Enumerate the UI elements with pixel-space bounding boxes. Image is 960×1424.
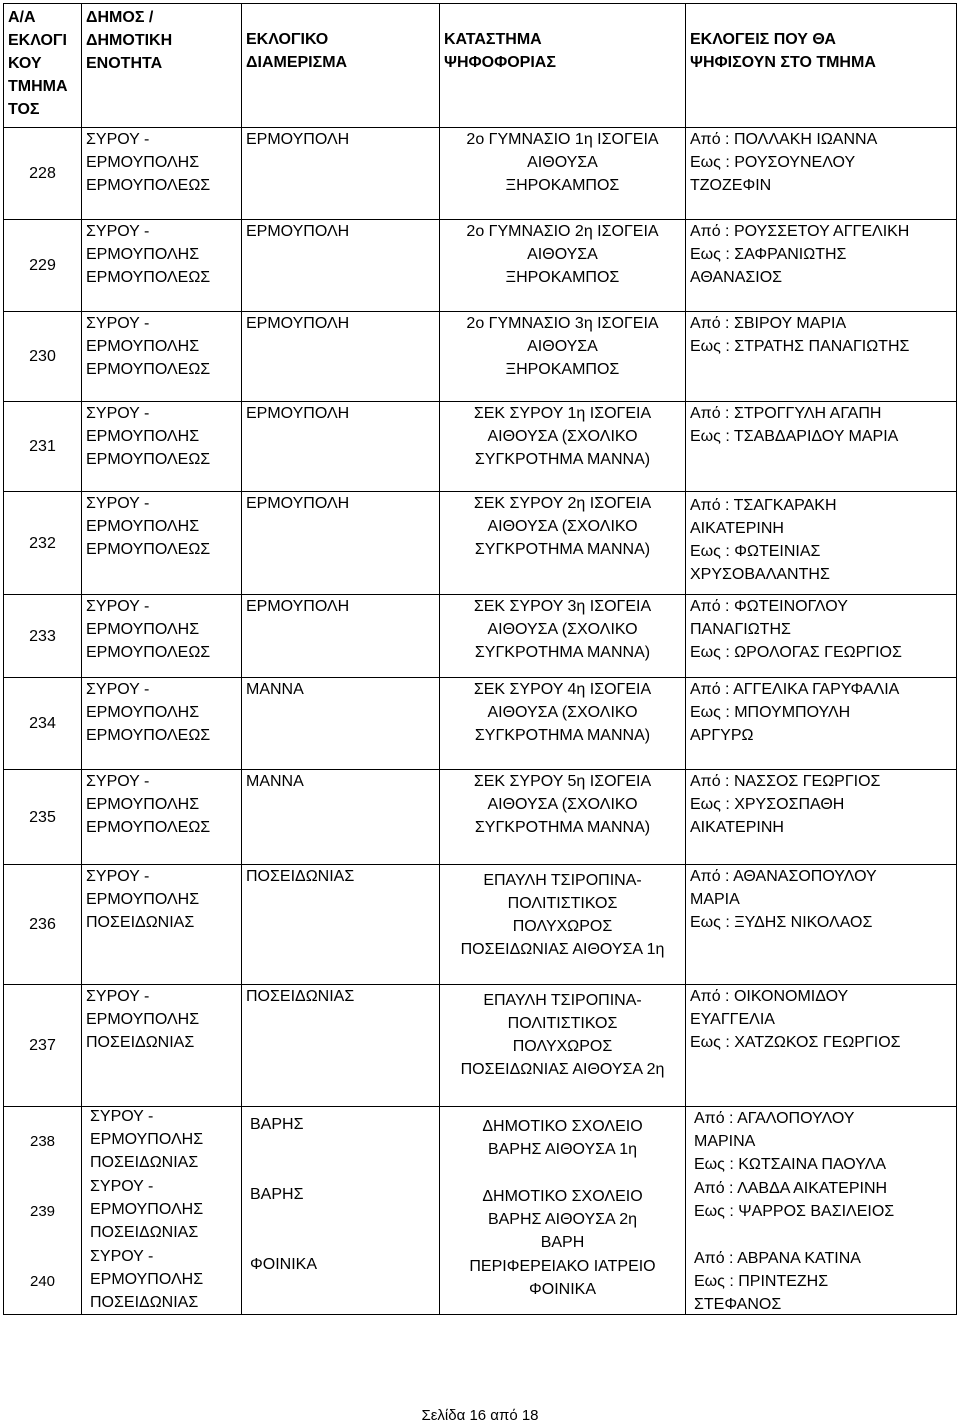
voters-range-cell: Από : ΑΘΑΝΑΣΟΠΟΥΛΟΥ ΜΑΡΙΑ Εως : ΞΥΔΗΣ ΝΙΚΟΛΑΟΣ [686,865,957,985]
section-number-cell: 230 [4,312,82,402]
section-number-cell: 233 [4,595,82,678]
header-municipality: ΔΗΜΟΣ / ΔΗΜΟΤΙΚΗ ΕΝΟΤΗΤΑ [82,4,242,128]
voters-range-cell: Από : ΡΟΥΣΣΕΤΟΥ ΑΓΓΕΛΙΚΗ Εως : ΣΑΦΡΑΝΙΩΤΗΣ ΑΘΑΝΑΣΙΟΣ [686,220,957,312]
polling-station-cell: ΔΗΜΟΤΙΚΟ ΣΧΟΛΕΙΟ ΒΑΡΗΣ ΑΙΘΟΥΣΑ 2η ΒΑΡΗ [482,1188,643,1251]
voters-range-cell: Από : ΣΒΙΡΟΥ ΜΑΡΙΑ Εως : ΣΤΡΑΤΗΣ ΠΑΝΑΓΙΩΤΗΣ [686,312,957,402]
table-row [4,865,957,985]
section-number-cell: 235 [4,770,82,865]
section-number-cell: 228 [4,128,82,220]
district-cell: ΜΑΝΝΑ [242,770,440,865]
section-number-cell: 229 [4,220,82,312]
header-voters: ΕΚΛΟΓΕΙΣ ΠΟΥ ΘΑ ΨΗΦΙΣΟΥΝ ΣΤΟ ΤΜΗΜΑ [686,4,957,128]
municipality-cell: ΣΥΡΟΥ - ΕΡΜΟΥΠΟΛΗΣ ΠΟΣΕΙΔΩΝΙΑΣ [90,1108,204,1171]
polling-station-cell: 2ο ΓΥΜΝΑΣΙΟ 1η ΙΣΟΓΕΙΑ ΑΙΘΟΥΣΑ ΞΗΡΟΚΑΜΠΟΣ [440,128,686,220]
district-cell: ΕΡΜΟΥΠΟΛΗ [242,595,440,678]
polling-station-cell: ΣΕΚ ΣΥΡΟΥ 3η ΙΣΟΓΕΙΑ ΑΙΘΟΥΣΑ (ΣΧΟΛΙΚΟ ΣΥΓΚΡΟΤΗΜΑ ΜΑΝΝΑ) [440,595,686,678]
district-cell: ΠΟΣΕΙΔΩΝΙΑΣ [242,865,440,985]
voters-range-cell: Από : ΛΑΒΔΑ ΑΙΚΑΤΕΡΙΝΗ Εως : ΨΑΡΡΟΣ ΒΑΣΙΛΕΙΟΣ [694,1180,895,1220]
municipality-cell-group [82,1107,242,1315]
polling-stations-table [3,3,957,1315]
section-number-cell: 232 [4,492,82,595]
municipality-cell: ΣΥΡΟΥ - ΕΡΜΟΥΠΟΛΗΣ ΕΡΜΟΥΠΟΛΕΩΣ [82,128,242,220]
municipality-cell: ΣΥΡΟΥ - ΕΡΜΟΥΠΟΛΗΣ ΠΟΣΕΙΔΩΝΙΑΣ [90,1178,204,1241]
district-cell: ΕΡΜΟΥΠΟΛΗ [242,220,440,312]
header-polling-station: ΚΑΤΑΣΤΗΜΑ ΨΗΦΟΦΟΡΙΑΣ [440,4,686,128]
voters-range-cell: Από : ΝΑΣΣΟΣ ΓΕΩΡΓΙΟΣ Εως : ΧΡΥΣΟΣΠΑΘΗ ΑΙΚΑΤΕΡΙΝΗ [686,770,957,865]
district-cell: ΦΟΙΝΙΚΑ [250,1256,317,1273]
municipality-cell: ΣΥΡΟΥ - ΕΡΜΟΥΠΟΛΗΣ ΠΟΣΕΙΔΩΝΙΑΣ [82,985,242,1107]
table-row [4,770,957,865]
district-cell-group [242,1107,440,1315]
table-row [4,312,957,402]
municipality-cell: ΣΥΡΟΥ - ΕΡΜΟΥΠΟΛΗΣ ΕΡΜΟΥΠΟΛΕΩΣ [82,595,242,678]
municipality-cell: ΣΥΡΟΥ - ΕΡΜΟΥΠΟΛΗΣ ΕΡΜΟΥΠΟΛΕΩΣ [82,770,242,865]
voters-range-cell: Από : ΑΒΡΑΝΑ ΚΑΤΙΝΑ Εως : ΠΡΙΝΤΕΖΗΣ ΣΤΕΦΑΝΟΣ [694,1250,861,1313]
district-cell: ΕΡΜΟΥΠΟΛΗ [242,128,440,220]
polling-station-cell: 2ο ΓΥΜΝΑΣΙΟ 2η ΙΣΟΓΕΙΑ ΑΙΘΟΥΣΑ ΞΗΡΟΚΑΜΠΟΣ [440,220,686,312]
municipality-cell: ΣΥΡΟΥ - ΕΡΜΟΥΠΟΛΗΣ ΕΡΜΟΥΠΟΛΕΩΣ [82,402,242,492]
municipality-cell: ΣΥΡΟΥ - ΕΡΜΟΥΠΟΛΗΣ ΕΡΜΟΥΠΟΛΕΩΣ [82,492,242,595]
section-number-cell-group [4,1107,82,1315]
district-cell: ΜΑΝΝΑ [242,678,440,770]
header-district: ΕΚΛΟΓΙΚΟ ΔΙΑΜΕΡΙΣΜΑ [242,4,440,128]
section-number-cell: 231 [4,402,82,492]
district-cell: ΒΑΡΗΣ [250,1186,304,1203]
voters-range-cell: Από : ΑΓΑΛΟΠΟΥΛΟΥ ΜΑΡΙΝΑ Εως : ΚΩΤΣΑΙΝΑ ΠΑΟΥΛΑ [694,1110,887,1173]
polling-station-cell: ΣΕΚ ΣΥΡΟΥ 1η ΙΣΟΓΕΙΑ ΑΙΘΟΥΣΑ (ΣΧΟΛΙΚΟ ΣΥΓΚΡΟΤΗΜΑ ΜΑΝΝΑ) [440,402,686,492]
section-number-cell: 234 [4,678,82,770]
page-footer: Σελίδα 16 από 18 [421,1407,539,1424]
voters-range-cell: Από : ΣΤΡΟΓΓΥΛΗ ΑΓΑΠΗ Εως : ΤΣΑΒΔΑΡΙΔΟΥ ΜΑΡΙΑ [686,402,957,492]
header-section-number: Α/Α ΕΚΛΟΓΙ ΚΟΥ ΤΜΗΜΑ ΤΟΣ [4,4,82,128]
table-row [4,220,957,312]
table-row [4,128,957,220]
polling-station-cell: ΕΠΑΥΛΗ ΤΣΙΡΟΠΙΝΑ- ΠΟΛΙΤΙΣΤΙΚΟΣ ΠΟΛΥΧΩΡΟΣ ΠΟΣΕΙΔΩΝΙΑΣ ΑΙΘΟΥΣΑ 2η [440,985,686,1107]
polling-station-cell: ΔΗΜΟΤΙΚΟ ΣΧΟΛΕΙΟ ΒΑΡΗΣ ΑΙΘΟΥΣΑ 1η [482,1118,643,1158]
table-row [4,402,957,492]
section-number-cell: 236 [4,865,82,985]
header-row [4,4,957,128]
municipality-cell: ΣΥΡΟΥ - ΕΡΜΟΥΠΟΛΗΣ ΠΟΣΕΙΔΩΝΙΑΣ [90,1248,204,1311]
municipality-cell: ΣΥΡΟΥ - ΕΡΜΟΥΠΟΛΗΣ ΕΡΜΟΥΠΟΛΕΩΣ [82,220,242,312]
table-row [4,595,957,678]
polling-station-cell: ΣΕΚ ΣΥΡΟΥ 2η ΙΣΟΓΕΙΑ ΑΙΘΟΥΣΑ (ΣΧΟΛΙΚΟ ΣΥΓΚΡΟΤΗΜΑ ΜΑΝΝΑ) [440,492,686,595]
district-cell: ΠΟΣΕΙΔΩΝΙΑΣ [242,985,440,1107]
polling-station-cell: 2ο ΓΥΜΝΑΣΙΟ 3η ΙΣΟΓΕΙΑ ΑΙΘΟΥΣΑ ΞΗΡΟΚΑΜΠΟΣ [440,312,686,402]
district-cell: ΒΑΡΗΣ [250,1116,304,1133]
polling-station-cell: ΣΕΚ ΣΥΡΟΥ 5η ΙΣΟΓΕΙΑ ΑΙΘΟΥΣΑ (ΣΧΟΛΙΚΟ ΣΥΓΚΡΟΤΗΜΑ ΜΑΝΝΑ) [440,770,686,865]
grouped-table-row [4,1107,957,1315]
section-number-cell: 238 [29,1132,56,1150]
polling-station-cell-group [440,1107,686,1315]
table-row [4,678,957,770]
voters-range-cell: Από : ΟΙΚΟΝΟΜΙΔΟΥ ΕΥΑΓΓΕΛΙΑ Εως : ΧΑΤΖΩΚΟΣ ΓΕΩΡΓΙΟΣ [686,985,957,1107]
district-cell: ΕΡΜΟΥΠΟΛΗ [242,402,440,492]
voters-range-cell: Από : ΤΣΑΓΚΑΡΑΚΗ ΑΙΚΑΤΕΡΙΝΗ Εως : ΦΩΤΕΙΝΙΑΣ ΧΡΥΣΟΒΑΛΑΝΤΗΣ [686,492,957,595]
polling-station-cell: ΣΕΚ ΣΥΡΟΥ 4η ΙΣΟΓΕΙΑ ΑΙΘΟΥΣΑ (ΣΧΟΛΙΚΟ ΣΥΓΚΡΟΤΗΜΑ ΜΑΝΝΑ) [440,678,686,770]
table-row [4,492,957,595]
polling-station-cell: ΕΠΑΥΛΗ ΤΣΙΡΟΠΙΝΑ- ΠΟΛΙΤΙΣΤΙΚΟΣ ΠΟΛΥΧΩΡΟΣ ΠΟΣΕΙΔΩΝΙΑΣ ΑΙΘΟΥΣΑ 1η [440,865,686,985]
voters-range-cell: Από : ΑΓΓΕΛΙΚΑ ΓΑΡΥΦΑΛΙΑ Εως : ΜΠΟΥΜΠΟΥΛΗ ΑΡΓΥΡΩ [686,678,957,770]
municipality-cell: ΣΥΡΟΥ - ΕΡΜΟΥΠΟΛΗΣ ΕΡΜΟΥΠΟΛΕΩΣ [82,312,242,402]
municipality-cell: ΣΥΡΟΥ - ΕΡΜΟΥΠΟΛΗΣ ΕΡΜΟΥΠΟΛΕΩΣ [82,678,242,770]
section-number-cell: 239 [29,1202,56,1220]
voters-range-cell: Από : ΦΩΤΕΙΝΟΓΛΟΥ ΠΑΝΑΓΙΩΤΗΣ Εως : ΩΡΟΛΟΓΑΣ ΓΕΩΡΓΙΟΣ [686,595,957,678]
table-row [4,985,957,1107]
section-number-cell: 240 [29,1272,56,1290]
voters-range-cell: Από : ΠΟΛΛΑΚΗ ΙΩΑΝΝΑ Εως : ΡΟΥΣΟΥΝΕΛΟΥ ΤΖΟΖΕΦΙΝ [686,128,957,220]
polling-station-cell: ΠΕΡΙΦΕΡΕΙΑΚΟ ΙΑΤΡΕΙΟ ΦΟΙΝΙΚΑ [469,1258,656,1298]
voters-range-cell-group [686,1107,957,1315]
district-cell: ΕΡΜΟΥΠΟΛΗ [242,312,440,402]
section-number-cell: 237 [4,985,82,1107]
district-cell: ΕΡΜΟΥΠΟΛΗ [242,492,440,595]
municipality-cell: ΣΥΡΟΥ - ΕΡΜΟΥΠΟΛΗΣ ΠΟΣΕΙΔΩΝΙΑΣ [82,865,242,985]
